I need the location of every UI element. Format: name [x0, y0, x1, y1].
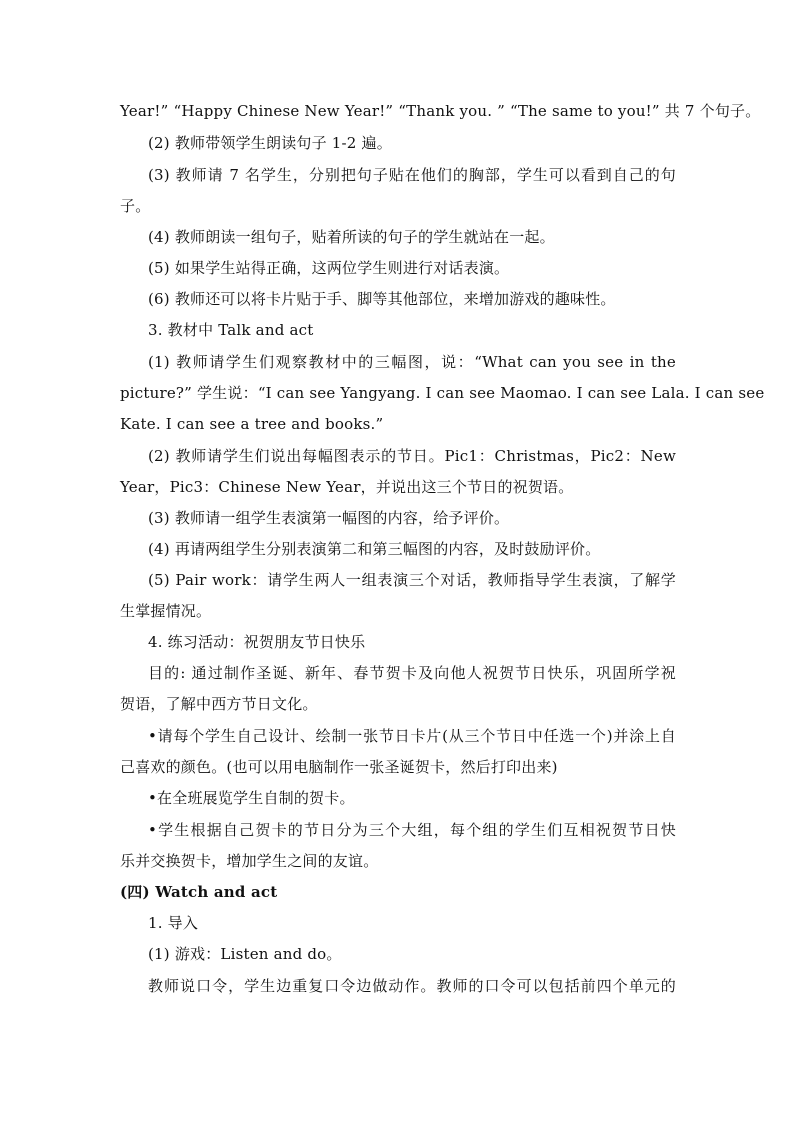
text-line: (5) 如果学生站得正确，这两位学生则进行对话表演。 — [148, 259, 510, 277]
text-line: •在全班展览学生自制的贺卡。 — [148, 789, 355, 807]
text-line: (4) 再请两组学生分别表演第二和第三幅图的内容，及时鼓励评价。 — [148, 540, 601, 558]
text-line: (1) 教师请学生们观察教材中的三幅图，说：“What can you see in the — [148, 353, 676, 371]
text-line: picture?” 学生说：“I can see Yangyang. I can see Maomao. I can see Lala. I can see — [120, 384, 765, 402]
text-line: 4. 练习活动：祝贺朋友节日快乐 — [148, 633, 366, 651]
text-line: (2) 教师带领学生朗读句子 1-2 遍。 — [148, 134, 392, 152]
text-line: 贺语，了解中西方节日文化。 — [120, 695, 318, 713]
section-heading: (四) Watch and act — [120, 883, 278, 901]
text-line: (1) 游戏：Listen and do。 — [148, 945, 342, 963]
text-line: •学生根据自己贺卡的节日分为三个大组，每个组的学生们互相祝贺节日快 — [148, 821, 676, 839]
text-line: Year，Pic3：Chinese New Year，并说出这三个节日的祝贺语。 — [120, 478, 574, 496]
text-line: Kate. I can see a tree and books.” — [120, 415, 384, 433]
text-line: 3. 教材中 Talk and act — [148, 321, 314, 339]
text-line: (3) 教师请一组学生表演第一幅图的内容，给予评价。 — [148, 509, 510, 527]
text-line: 目的: 通过制作圣诞、新年、春节贺卡及向他人祝贺节日快乐，巩固所学祝 — [148, 664, 676, 682]
text-line: 己喜欢的颜色。(也可以用电脑制作一张圣诞贺卡，然后打印出来) — [120, 758, 558, 776]
text-line: •请每个学生自己设计、绘制一张节日卡片(从三个节日中任选一个)并涂上自 — [148, 727, 676, 745]
text-line: (2) 教师请学生们说出每幅图表示的节日。Pic1：Christmas，Pic2：New — [148, 447, 676, 465]
text-line: 教师说口令，学生边重复口令边做动作。教师的口令可以包括前四个单元的 — [148, 977, 676, 995]
text-line: Year!” “Happy Chinese New Year!” “Thank you. ” “The same to you!” 共 7 个句子。 — [120, 102, 761, 120]
text-line: 乐并交换贺卡，增加学生之间的友谊。 — [120, 852, 379, 870]
text-line: (4) 教师朗读一组句子，贴着所读的句子的学生就站在一起。 — [148, 228, 555, 246]
text-line: 子。 — [120, 197, 151, 215]
text-line: 1. 导入 — [148, 914, 199, 932]
text-line: (6) 教师还可以将卡片贴于手、脚等其他部位，来增加游戏的趣味性。 — [148, 290, 616, 308]
text-line: 生掌握情况。 — [120, 602, 212, 620]
text-line: (5) Pair work：请学生两人一组表演三个对话，教师指导学生表演，了解学 — [148, 571, 676, 589]
text-line: (3) 教师请 7 名学生，分别把句子贴在他们的胸部，学生可以看到自己的句 — [148, 166, 676, 184]
